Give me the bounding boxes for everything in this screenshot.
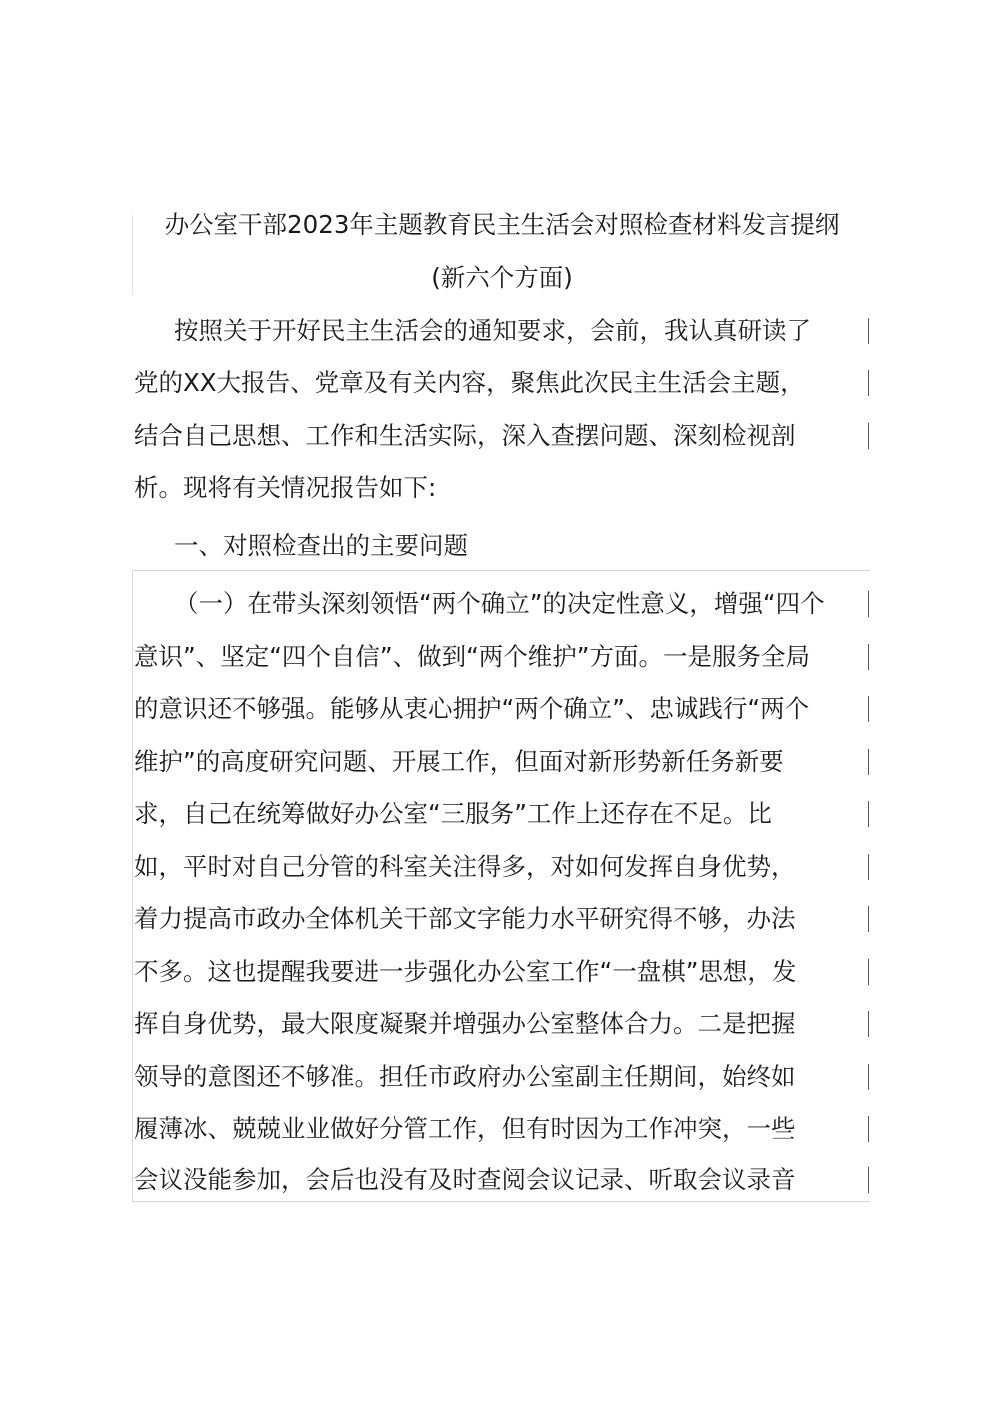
scan-tick bbox=[868, 591, 869, 617]
body-line: 履薄冰、兢兢业业做好分管工作，但有时因为工作冲突，一些 bbox=[134, 1114, 796, 1143]
scan-tick bbox=[868, 854, 869, 880]
document-subtitle: (新六个方面) bbox=[431, 263, 573, 292]
body-line: 挥自身优势，最大限度凝聚并增强办公室整体合力。二是把握 bbox=[134, 1009, 796, 1038]
body-line: 会议没能参加，会后也没有及时查阅会议记录、听取会议录音 bbox=[134, 1165, 796, 1194]
scan-tick bbox=[868, 696, 869, 722]
scan-tick bbox=[868, 906, 869, 932]
scan-tick bbox=[868, 1116, 869, 1142]
scan-tick bbox=[868, 1011, 869, 1037]
body-line: （一）在带头深刻领悟“两个确立”的决定性意义，增强“四个 bbox=[174, 589, 825, 618]
scan-tick bbox=[868, 1064, 869, 1090]
scan-edge-line bbox=[132, 572, 133, 1202]
body-line: 意识”、坚定“四个自信”、做到“两个维护”方面。一是服务全局 bbox=[134, 642, 810, 671]
scan-tick bbox=[868, 801, 869, 827]
scan-tick bbox=[868, 959, 869, 985]
body-line: 如，平时对自己分管的科室关注得多，对如何发挥自身优势， bbox=[134, 852, 796, 881]
intro-line: 结合自己思想、工作和生活实际，深入查摆问题、深刻检视剖 bbox=[134, 421, 796, 450]
document-title: 办公室干部2023年主题教育民主生活会对照检查材料发言提纲 bbox=[164, 210, 840, 239]
body-line: 不多。这也提醒我要进一步强化办公室工作“一盘棋”思想，发 bbox=[134, 957, 797, 986]
scan-rule bbox=[132, 1201, 870, 1202]
scan-tick bbox=[868, 749, 869, 775]
scan-tick bbox=[868, 1167, 869, 1193]
intro-line: 党的XX大报告、党章及有关内容，聚焦此次民主生活会主题， bbox=[134, 368, 805, 397]
scan-edge-line bbox=[132, 215, 133, 295]
intro-line: 析。现将有关情况报告如下: bbox=[134, 473, 437, 502]
scan-tick bbox=[868, 370, 869, 396]
body-line: 的意识还不够强。能够从衷心拥护“两个确立”、忠诚践行“两个 bbox=[134, 694, 810, 723]
body-line: 求，自己在统筹做好办公室“三服务”工作上还存在不足。比 bbox=[134, 799, 772, 828]
intro-line: 按照关于开好民主生活会的通知要求，会前，我认真研读了 bbox=[174, 316, 811, 345]
body-line: 着力提高市政办全体机关干部文字能力水平研究得不够，办法 bbox=[134, 904, 796, 933]
scan-tick bbox=[868, 318, 869, 344]
body-line: 领导的意图还不够准。担任市政府办公室副主任期间，始终如 bbox=[134, 1062, 796, 1091]
scan-rule bbox=[132, 570, 870, 571]
scan-tick bbox=[868, 644, 869, 670]
scan-tick bbox=[868, 423, 869, 449]
body-line: 维护”的高度研究问题、开展工作，但面对新形势新任务新要 bbox=[134, 747, 784, 776]
section-heading: 一、对照检查出的主要问题 bbox=[174, 531, 468, 560]
